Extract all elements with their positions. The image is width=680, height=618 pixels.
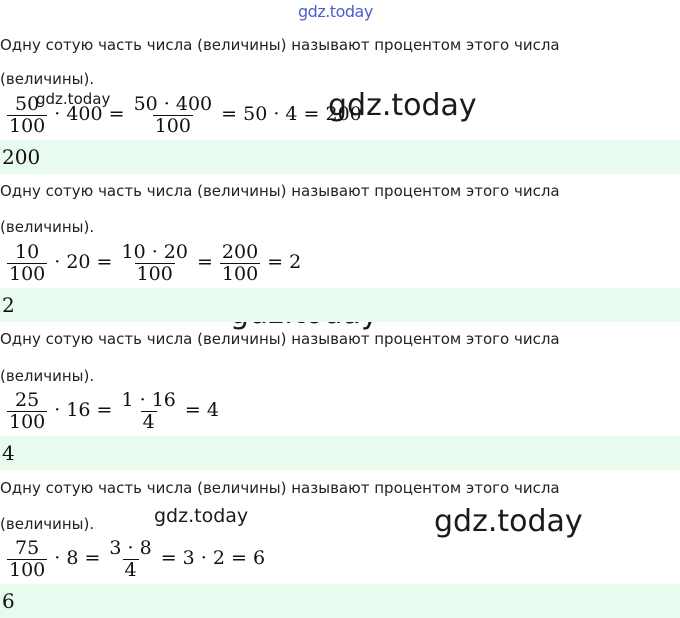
equation bbox=[4, 94, 366, 134]
operator: = 2 bbox=[267, 251, 302, 273]
fraction: $\frac{10}{100}$ bbox=[9, 241, 46, 282]
equation bbox=[4, 390, 223, 430]
fraction: $\frac{50}{100}$ bbox=[9, 93, 46, 134]
equation bbox=[4, 242, 305, 282]
rule-text: Одну сотую часть числа (величины) называют процентом этого числа bbox=[0, 182, 560, 200]
answer-bar: 6 bbox=[0, 584, 680, 618]
fraction: $\frac{10 \cdot 20}{100}$ bbox=[121, 241, 188, 282]
rule-text: Одну сотую часть числа (величины) называют процентом этого числа bbox=[0, 36, 560, 54]
watermark-top: gdz.today bbox=[298, 2, 373, 21]
fraction: $\frac{75}{100}$ bbox=[9, 537, 46, 578]
watermark: gdz.today bbox=[36, 90, 111, 108]
fraction: $\frac{3 \cdot 8}{4}$ bbox=[109, 537, 152, 578]
rule-text-cont: (величины). bbox=[0, 70, 95, 88]
answer-bar: 2 bbox=[0, 288, 680, 322]
watermark: gdz.today bbox=[434, 504, 583, 539]
fraction: $\frac{1 \cdot 16}{4}$ bbox=[121, 389, 176, 430]
rule-text-cont: (величины). bbox=[0, 515, 95, 533]
fraction: $\frac{200}{100}$ bbox=[221, 241, 259, 282]
operator: = 3 · 2 = 6 bbox=[160, 547, 266, 569]
fraction: $\frac{25}{100}$ bbox=[9, 389, 46, 430]
operator: = bbox=[196, 251, 213, 273]
answer-bar: 200 bbox=[0, 140, 680, 174]
operator: = 4 bbox=[184, 399, 219, 421]
rule-text: Одну сотую часть числа (величины) называют процентом этого числа bbox=[0, 479, 560, 497]
operator: · 16 = bbox=[54, 399, 113, 421]
operator: · 8 = bbox=[54, 547, 101, 569]
operator: · 400 = bbox=[54, 103, 125, 125]
rule-text-cont: (величины). bbox=[0, 218, 95, 236]
equation bbox=[4, 538, 269, 578]
rule-text-cont: (величины). bbox=[0, 367, 95, 385]
fraction: $\frac{50 \cdot 400}{100}$ bbox=[133, 93, 213, 134]
rule-text: Одну сотую часть числа (величины) называют процентом этого числа bbox=[0, 330, 560, 348]
watermark: gdz.today bbox=[154, 505, 249, 527]
operator: · 20 = bbox=[54, 251, 113, 273]
watermark: gdz.today bbox=[328, 88, 477, 123]
answer-bar: 4 bbox=[0, 436, 680, 470]
operator: = 50 · 4 = 200 bbox=[221, 103, 362, 125]
